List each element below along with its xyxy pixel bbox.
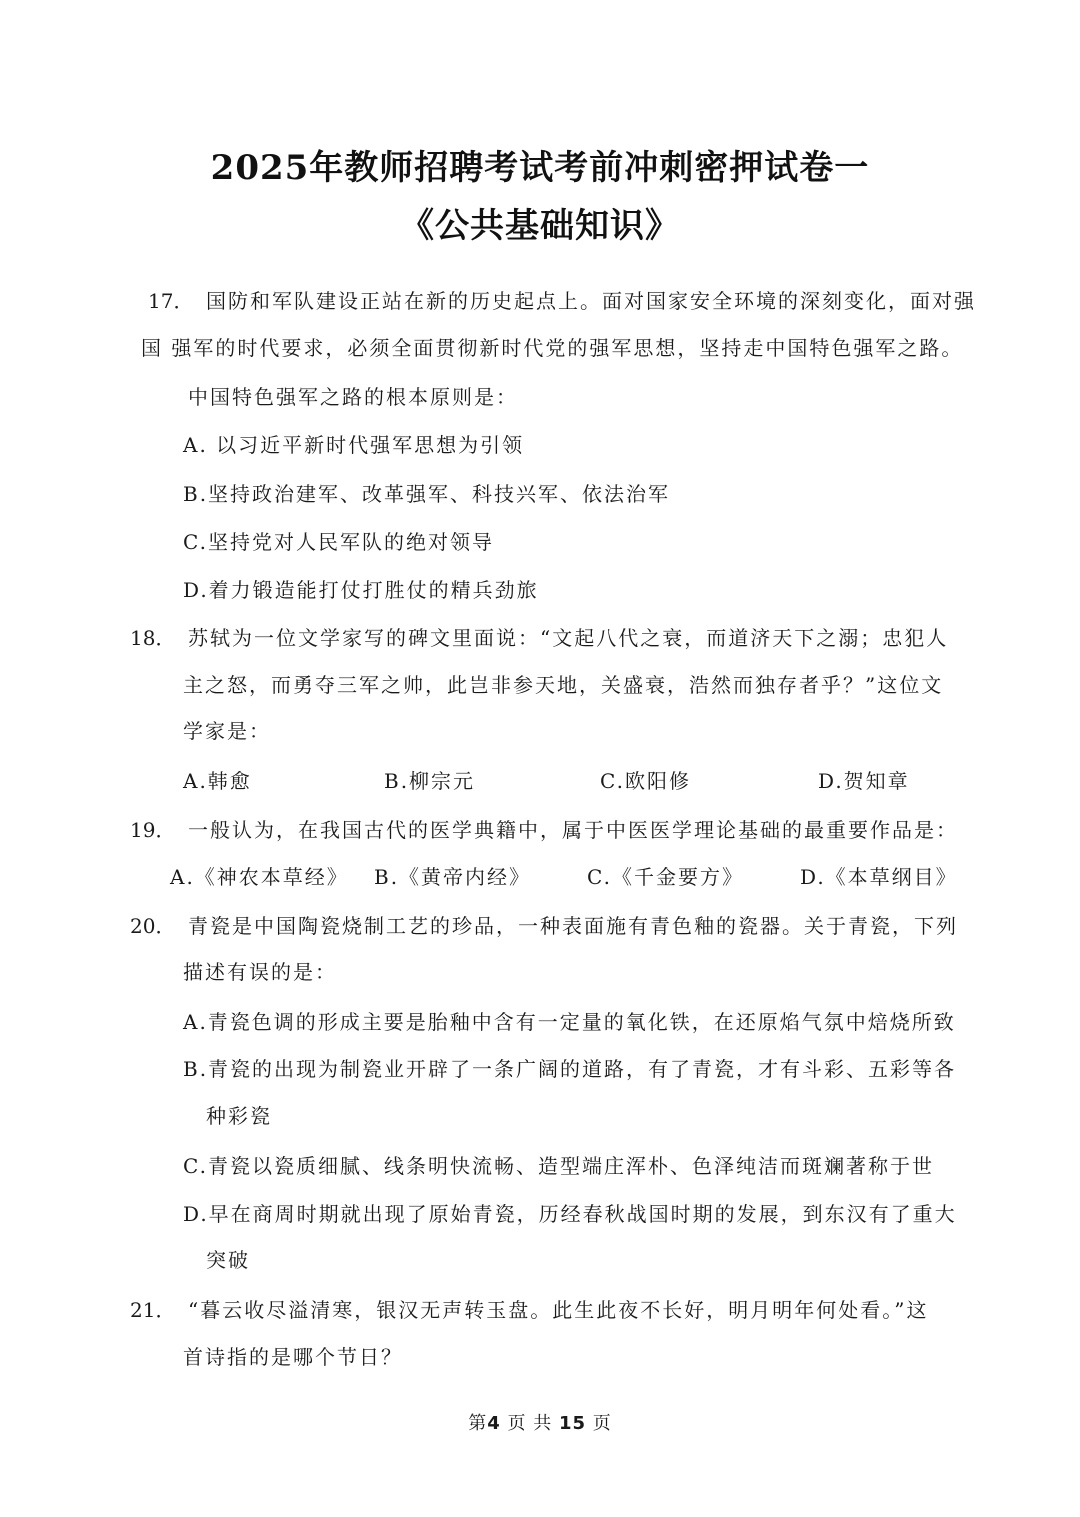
total-pages-number: 15 [558, 1413, 587, 1434]
option-b: B.柳宗元 [384, 769, 476, 793]
option-a: A.韩愈 [183, 769, 252, 793]
question-number: 21． [130, 1298, 176, 1322]
page-subtitle: 《公共基础知识》 [400, 206, 680, 246]
option-b-continued: 种彩瓷 [206, 1104, 272, 1128]
question-stem-line: 青瓷是中国陶瓷烧制工艺的珍品，一种表面施有青色釉的瓷器。关于青瓷，下列 [188, 914, 958, 938]
question-stem-line: 主之怒，而勇夺三军之帅，此岂非参天地，关盛衰，浩然而独存者乎？”这位文 [183, 673, 944, 697]
option-a: A.青瓷色调的形成主要是胎釉中含有一定量的氧化铁，在还原焰气氛中焙烧所致 [183, 1010, 956, 1034]
option-d-continued: 突破 [206, 1248, 250, 1272]
option-c: C.《千金要方》 [587, 865, 744, 889]
question-stem-line: 首诗指的是哪个节日？ [183, 1345, 403, 1369]
question-stem-line: 苏轼为一位文学家写的碑文里面说：“文起八代之衰，而道济天下之溺；忠犯人 [188, 626, 949, 650]
question-stem-line: 学家是： [183, 719, 271, 743]
question-stem-line: 中国特色强军之路的根本原则是： [188, 385, 518, 409]
option-b: B.《黄帝内经》 [374, 865, 532, 889]
option-c: C.青瓷以瓷质细腻、线条明快流畅、造型端庄浑朴、色泽纯洁而斑斓著称于世 [183, 1154, 934, 1178]
question-number: 17． [148, 289, 194, 313]
question-number: 20． [130, 914, 176, 938]
page-title: 2025年教师招聘考试考前冲刺密押试卷一 [210, 148, 870, 188]
question-number: 18． [130, 626, 176, 650]
option-b: B.青瓷的出现为制瓷业开辟了一条广阔的道路，有了青瓷，才有斗彩、五彩等各 [183, 1057, 957, 1081]
question-stem-line: 国防和军队建设正站在新的历史起点上。面对国家安全环境的深刻变化，面对强 [206, 289, 976, 313]
current-page-number: 4 [487, 1413, 501, 1434]
question-stem-line: 国 强军的时代要求，必须全面贯彻新时代党的强军思想，坚持走中国特色强军之路。 [141, 336, 964, 360]
option-c: C.坚持党对人民军队的绝对领导 [183, 530, 494, 554]
question-stem-line: 一般认为，在我国古代的医学典籍中，属于中医医学理论基础的最重要作品是： [188, 818, 958, 842]
option-d: D.《本草纲目》 [800, 865, 958, 889]
option-c: C.欧阳修 [600, 769, 691, 793]
option-d: D.早在商周时期就出现了原始青瓷，历经春秋战国时期的发展，到东汉有了重大 [183, 1202, 957, 1226]
option-d: D.贺知章 [818, 769, 910, 793]
option-a: A. 以习近平新时代强军思想为引领 [183, 433, 525, 457]
question-number: 19． [130, 818, 176, 842]
option-d: D.着力锻造能打仗打胜仗的精兵劲旅 [183, 578, 539, 602]
option-a: A.《神农本草经》 [170, 865, 349, 889]
page-middle: 页 共 [507, 1413, 553, 1434]
option-b: B.坚持政治建军、改革强军、科技兴军、依法治军 [183, 482, 671, 506]
question-stem-line: 描述有误的是： [183, 960, 337, 984]
page-suffix: 页 [592, 1413, 612, 1434]
page-prefix: 第 [468, 1413, 488, 1434]
page-indicator [0, 1411, 1080, 1437]
question-stem-line: “暮云收尽溢清寒，银汉无声转玉盘。此生此夜不长好，明月明年何处看。”这 [188, 1298, 929, 1322]
